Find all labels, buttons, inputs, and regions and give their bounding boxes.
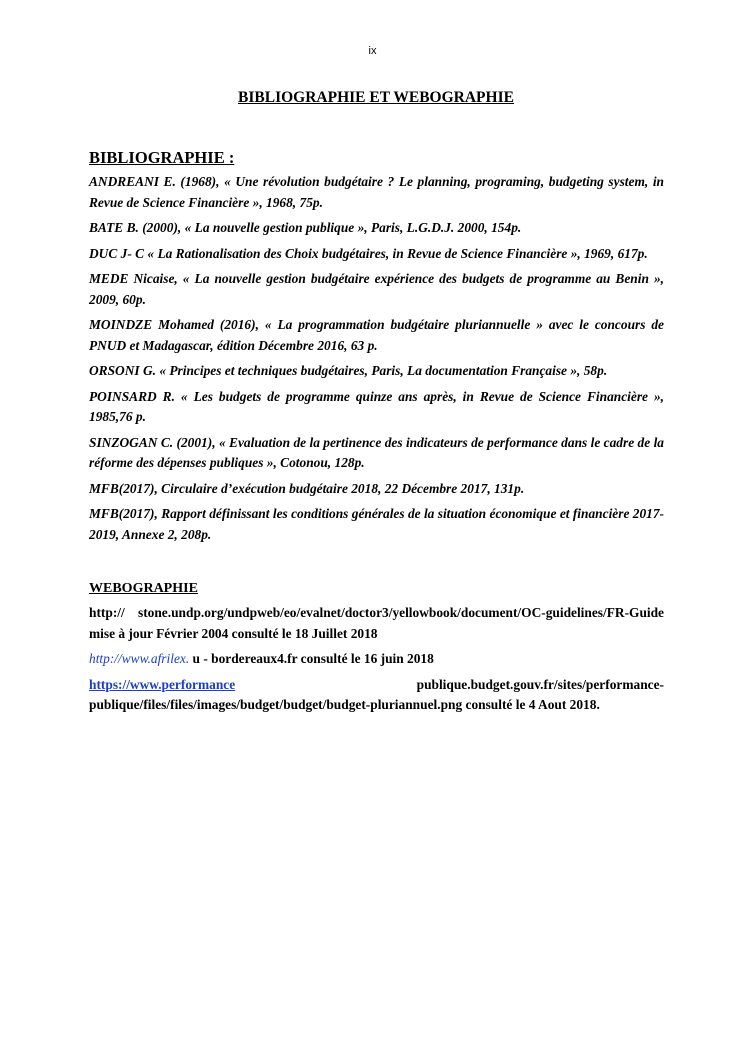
bibliography-entry: BATE B. (2000), « La nouvelle gestion publique », Paris, L.G.D.J. 2000, 154p. bbox=[89, 220, 522, 235]
webography-entry-text: publique/files/files/images/budget/budget/budget-pluriannuel.png consulté le 4 Aout 2018. bbox=[89, 697, 600, 712]
bibliography-entry: POINSARD R. « Les budgets de programme quinze ans après, in Revue de Science Financière », 1985,76 p. bbox=[89, 388, 664, 424]
webography-entry-text: u - bordereaux4.fr consulté le 16 juin 2018 bbox=[189, 651, 434, 666]
webography-heading: WEBOGRAPHIE bbox=[89, 581, 198, 596]
bibliography-entry: SINZOGAN C. (2001), « Evaluation de la pertinence des indicateurs de performance dans le cadre de la réforme des dépenses publiques », Cotonou, 128p. bbox=[89, 434, 664, 470]
bibliography-entry: DUC J- C « La Rationalisation des Choix budgétaires, in Revue de Science Financière », 1969, 617p. bbox=[89, 245, 648, 261]
page-number: ix bbox=[368, 45, 377, 57]
performance-link[interactable]: https://www.performance bbox=[89, 676, 236, 692]
document-body bbox=[89, 148, 664, 721]
webography-entry-text: publique.budget.gouv.fr/sites/performance- bbox=[416, 676, 664, 692]
webography-entry bbox=[89, 649, 664, 670]
afrilex-link[interactable]: http://www.afrilex. bbox=[89, 651, 190, 666]
bibliography-entry: ORSONI G. « Principes et techniques budgétaires, Paris, La documentation Française », 58p. bbox=[89, 363, 608, 378]
page-title: BIBLIOGRAPHIE ET WEBOGRAPHIE bbox=[238, 89, 514, 106]
bibliography-entry: MEDE Nicaise, « La nouvelle gestion budgétaire expérience des budgets de programme au Benin », 2009, 60p. bbox=[89, 271, 664, 307]
bibliography-entry: ANDREANI E. (1968), « Une révolution budgétaire ? Le planning, programing, budgeting system, in Revue de Science Financière », 1968, 75p. bbox=[89, 174, 664, 210]
bibliography-entry: MFB(2017), Circulaire d’exécution budgétaire 2018, 22 Décembre 2017, 131p. bbox=[89, 480, 525, 496]
webography-entry-line bbox=[89, 675, 664, 696]
webography-entry bbox=[89, 675, 664, 716]
webography-entry: http:// stone.undp.org/undpweb/eo/evalnet/doctor3/yellowbook/document/OC-guidelines/FR-Guide mise à jour Février 2004 consulté le 18 Juillet 2018 bbox=[89, 605, 664, 641]
bibliography-entry: MFB(2017), Rapport définissant les conditions générales de la situation économique et financière 2017-2019, Annexe 2, 208p. bbox=[89, 506, 664, 542]
bibliography-entry: MOINDZE Mohamed (2016), « La programmation budgétaire pluriannuelle » avec le concours de PNUD et Madagascar, édition Décembre 2016, 63 p. bbox=[89, 317, 664, 353]
bibliography-heading: BIBLIOGRAPHIE : bbox=[89, 148, 235, 167]
